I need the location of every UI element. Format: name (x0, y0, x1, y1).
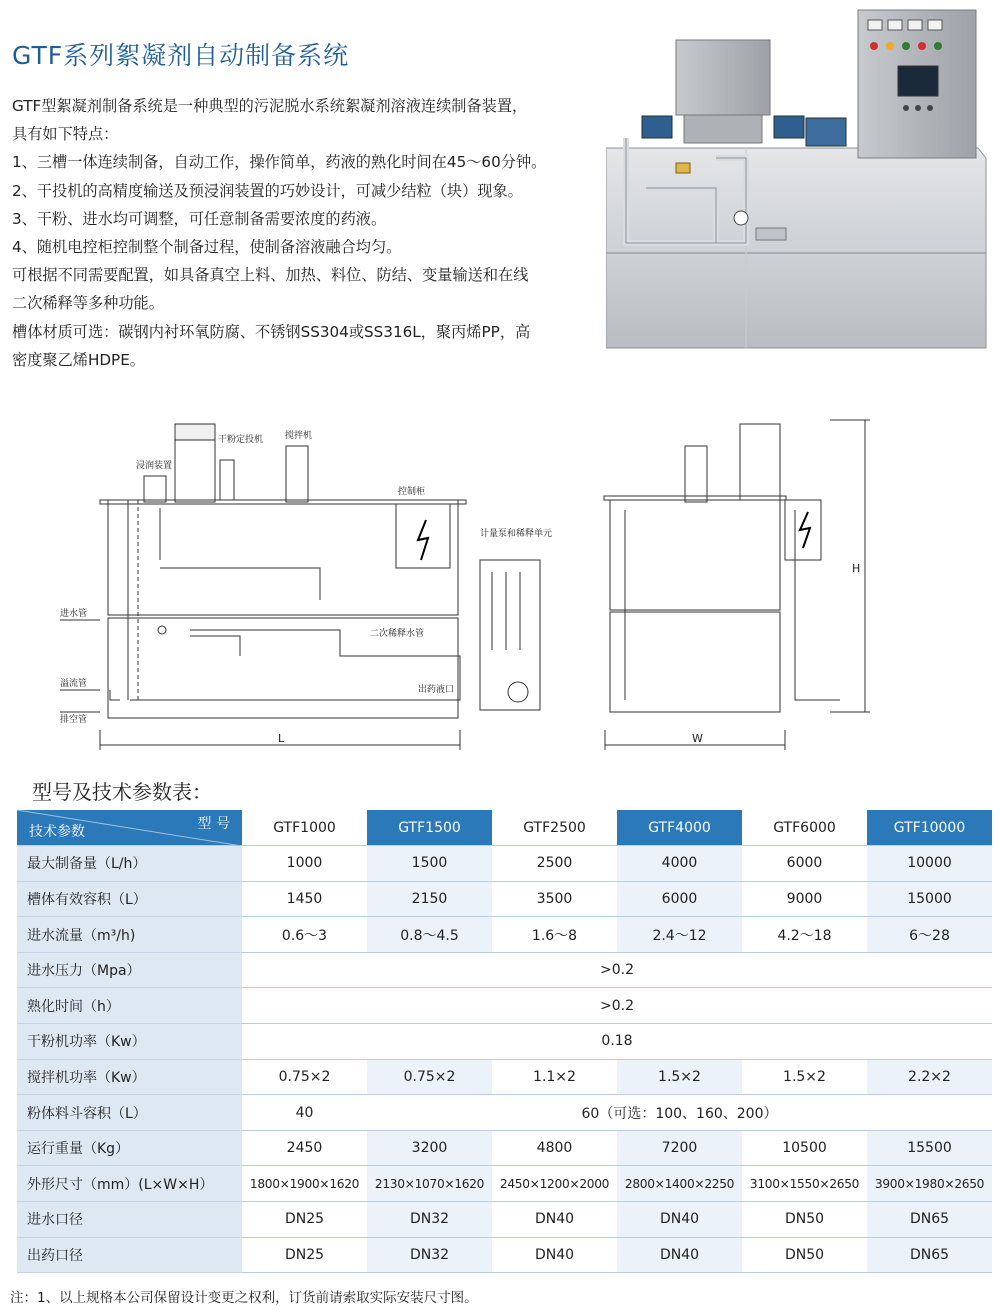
table-cell: 2450 (242, 1130, 367, 1166)
table-row (17, 846, 992, 882)
intro-line: 2、干投机的高精度输送及预浸润装置的巧妙设计，可减少结粒（块）现象。 (12, 181, 523, 200)
spec-table (17, 810, 992, 1273)
label-outlet: 出药液口 (418, 685, 455, 695)
table-header-row (17, 810, 992, 846)
table-cell: 15000 (867, 881, 992, 917)
model-header: GTF10000 (867, 810, 992, 846)
model-header: GTF6000 (742, 810, 867, 846)
table-cell: DN40 (492, 1202, 617, 1238)
row-label: 干粉机功率（Kw） (17, 1024, 242, 1060)
intro-line: 密度聚乙烯HDPE。 (12, 350, 145, 369)
label-control-cabinet: 控制柜 (398, 487, 426, 497)
model-header: GTF4000 (617, 810, 742, 846)
table-cell: 4.2～18 (742, 917, 867, 953)
table-cell-merged: >0.2 (242, 952, 992, 988)
label-mixer: 搅拌机 (285, 431, 313, 441)
table-cell: 2150 (367, 881, 492, 917)
table-cell-merged: 0.18 (242, 1024, 992, 1060)
row-label: 进水口径 (17, 1202, 242, 1238)
table-cell: 2130×1070×1620 (367, 1166, 492, 1202)
table-cell: 1450 (242, 881, 367, 917)
table-cell: 15500 (867, 1130, 992, 1166)
table-row (17, 1130, 992, 1166)
table-cell-merged: >0.2 (242, 988, 992, 1024)
table-cell: DN65 (867, 1237, 992, 1273)
dimension-height: H (852, 562, 861, 575)
dimension-length: L (278, 732, 285, 745)
spec-table-body (17, 846, 992, 1273)
row-label: 搅拌机功率（Kw） (17, 1059, 242, 1095)
table-cell: DN40 (492, 1237, 617, 1273)
touch-screen (898, 66, 938, 96)
table-cell: 3100×1550×2650 (742, 1166, 867, 1202)
label-overflow: 溢流管 (60, 679, 88, 689)
table-cell: 0.8～4.5 (367, 917, 492, 953)
table-cell: 4000 (617, 846, 742, 882)
row-label: 进水流量（m³/h) (17, 917, 242, 953)
footnote: 注：1、以上规格本公司保留设计变更之权利，订货前请索取实际安装尺寸图。 (10, 1290, 478, 1306)
table-cell: 1.1×2 (492, 1059, 617, 1095)
row-label: 进水压力（Mpa） (17, 952, 242, 988)
dimension-width: W (692, 732, 703, 745)
table-cell: 2800×1400×2250 (617, 1166, 742, 1202)
corner-param-label: 技术参数 (29, 824, 85, 841)
intro-line: 3、干粉、进水均可调整，可任意制备需要浓度的药液。 (12, 209, 387, 228)
corner-model-label: 型 号 (197, 816, 230, 832)
row-label: 最大制备量（L/h） (17, 846, 242, 882)
dry-powder-hopper (676, 40, 770, 115)
row-label: 出药口径 (17, 1237, 242, 1273)
row-label: 槽体有效容积（L） (17, 881, 242, 917)
intro-line: 4、随机电控柜控制整个制备过程，使制备溶液融合均匀。 (12, 238, 402, 257)
schematic-diagram (40, 400, 880, 760)
table-row (17, 881, 992, 917)
table-cell: 0.75×2 (367, 1059, 492, 1095)
table-row (17, 917, 992, 953)
table-cell: DN65 (867, 1202, 992, 1238)
row-label: 外形尺寸（mm）(L×W×H） (17, 1166, 242, 1202)
table-cell: 3900×1980×2650 (867, 1166, 992, 1202)
table-cell: 1.5×2 (617, 1059, 742, 1095)
table-cell: DN40 (617, 1237, 742, 1273)
table-cell: 0.6～3 (242, 917, 367, 953)
table-cell: 2500 (492, 846, 617, 882)
row-label: 运行重量（Kg） (17, 1130, 242, 1166)
table-cell: 6～28 (867, 917, 992, 953)
row-label: 熟化时间（h） (17, 988, 242, 1024)
model-header: GTF1000 (242, 810, 367, 846)
page-title: GTF系列絮凝剂自动制备系统 (12, 41, 350, 70)
table-cell: 2450×1200×2000 (492, 1166, 617, 1202)
table-cell: 40 (242, 1095, 367, 1131)
table-row (17, 1059, 992, 1095)
intro-line: 二次稀释等多种功能。 (12, 294, 164, 313)
table-cell: DN32 (367, 1237, 492, 1273)
table-row (17, 1237, 992, 1273)
table-row (17, 1095, 992, 1131)
table-cell: DN50 (742, 1202, 867, 1238)
table-cell: DN40 (617, 1202, 742, 1238)
table-row (17, 1202, 992, 1238)
front-view (60, 424, 540, 750)
table-row (17, 1024, 992, 1060)
table-cell: 4800 (492, 1130, 617, 1166)
spec-section-title: 型号及技术参数表： (32, 780, 212, 804)
label-secondary-dilution: 二次稀释水管 (370, 629, 425, 639)
label-drain: 排空管 (60, 715, 88, 725)
table-row (17, 988, 992, 1024)
table-cell: 1.5×2 (742, 1059, 867, 1095)
table-cell: 1.6～8 (492, 917, 617, 953)
table-cell: 0.75×2 (242, 1059, 367, 1095)
table-cell: DN32 (367, 1202, 492, 1238)
intro-line: 可根据不同需要配置，如具备真空上料、加热、料位、防结、变量输送和在线 (12, 266, 529, 285)
label-wetting: 浸润装置 (136, 461, 173, 471)
row-label: 粉体料斗容积（L） (17, 1095, 242, 1131)
intro-text (12, 92, 597, 374)
table-row (17, 1166, 992, 1202)
intro-line: 具有如下特点： (12, 125, 119, 144)
motor (642, 116, 672, 138)
intro-line: 1、三槽一体连续制备，自动工作，操作简单，药液的熟化时间在45～60分钟。 (12, 153, 547, 172)
table-cell: DN25 (242, 1237, 367, 1273)
label-water-inlet: 进水管 (60, 609, 88, 619)
table-cell: 1500 (367, 846, 492, 882)
table-cell: 6000 (742, 846, 867, 882)
pressure-gauge-icon (734, 211, 748, 225)
label-dry-feeder: 干粉定投机 (218, 435, 264, 445)
header-corner (17, 810, 242, 846)
table-cell: 2.4～12 (617, 917, 742, 953)
table-cell: 6000 (617, 881, 742, 917)
table-cell: DN50 (742, 1237, 867, 1273)
table-cell: 9000 (742, 881, 867, 917)
table-cell: DN25 (242, 1202, 367, 1238)
motor (774, 116, 804, 138)
table-cell: 3200 (367, 1130, 492, 1166)
table-cell: 10000 (867, 846, 992, 882)
table-cell: 2.2×2 (867, 1059, 992, 1095)
table-cell: 1000 (242, 846, 367, 882)
side-view (604, 420, 870, 750)
table-cell-merged: 60（可选：100、160、200） (367, 1095, 992, 1131)
label-metering: 计量泵和稀释单元 (480, 529, 553, 539)
intro-line: 槽体材质可选：碳钢内衬环氧防腐、不锈钢SS304或SS316L，聚丙烯PP，高 (12, 322, 531, 341)
table-cell: 1800×1900×1620 (242, 1166, 367, 1202)
table-cell: 3500 (492, 881, 617, 917)
intro-line: GTF型絮凝剂制备系统是一种典型的污泥脱水系统絮凝剂溶液连续制备装置， (12, 97, 528, 115)
table-row (17, 952, 992, 988)
model-header: GTF2500 (492, 810, 617, 846)
model-header: GTF1500 (367, 810, 492, 846)
product-photo (606, 8, 992, 353)
table-cell: 10500 (742, 1130, 867, 1166)
table-cell: 7200 (617, 1130, 742, 1166)
